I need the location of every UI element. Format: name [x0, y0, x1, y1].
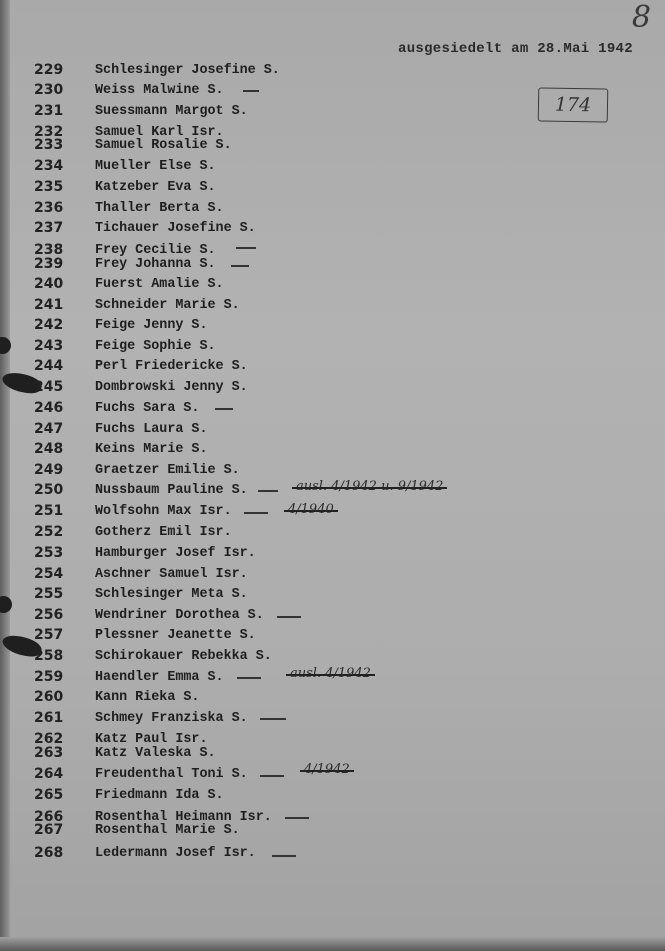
entry-number: 254 — [34, 566, 64, 582]
entry-name: Schlesinger Josefine S. — [95, 63, 280, 78]
entry-number: 247 — [34, 421, 64, 437]
list-item — [0, 400, 665, 416]
list-item — [0, 317, 665, 333]
entry-name: Keins Marie S. — [95, 442, 208, 457]
box-number: 174 — [554, 93, 592, 117]
entry-name: Frey Johanna S. — [95, 257, 216, 272]
handwritten-note — [296, 479, 443, 494]
list-item — [0, 200, 665, 216]
scan-edge-bottom — [0, 937, 665, 951]
list-item — [0, 524, 665, 540]
entry-name: Tichauer Josefine S. — [95, 221, 256, 236]
entry-name: Schlesinger Meta S. — [95, 587, 248, 602]
entry-number: 246 — [34, 400, 64, 416]
entry-name: Rosenthal Marie S. — [95, 823, 240, 838]
entry-number: 264 — [34, 766, 64, 782]
entry-name: Fuchs Sara S. — [95, 401, 200, 416]
page-number: 8 — [631, 0, 651, 35]
entry-name: Feige Sophie S. — [95, 339, 216, 354]
strike-line — [284, 510, 338, 512]
list-item — [0, 627, 665, 643]
entry-number: 237 — [34, 220, 64, 236]
entry-name: Schirokauer Rebekka S. — [95, 649, 272, 664]
entry-name: Mueller Else S. — [95, 159, 216, 174]
entry-number: 232 — [34, 124, 64, 140]
list-item — [0, 276, 665, 292]
entry-name: Katzeber Eva S. — [95, 180, 216, 195]
list-item — [0, 607, 665, 623]
entry-number: 239 — [34, 256, 64, 272]
list-item — [0, 358, 665, 374]
handwritten-dash — [260, 775, 284, 777]
entry-name: Nussbaum Pauline S. — [95, 483, 248, 498]
entry-number: 266 — [34, 809, 64, 825]
entry-number: 267 — [34, 822, 64, 838]
entry-number: 242 — [34, 317, 64, 333]
entry-name: Plessner Jeanette S. — [95, 628, 256, 643]
entry-name: Ledermann Josef Isr. — [95, 846, 256, 861]
entry-name: Schmey Franziska S. — [95, 711, 248, 726]
entry-number: 265 — [34, 787, 64, 803]
entry-number: 231 — [34, 103, 64, 119]
entry-number: 250 — [34, 482, 64, 498]
entry-number: 233 — [34, 137, 64, 153]
entry-name: Gotherz Emil Isr. — [95, 525, 232, 540]
handwritten-dash — [277, 616, 301, 618]
entry-number: 241 — [34, 297, 64, 313]
handwritten-note — [288, 502, 334, 517]
list-item — [0, 845, 665, 861]
list-item — [0, 421, 665, 437]
strike-line — [300, 770, 354, 772]
entry-number: 263 — [34, 745, 64, 761]
entry-name: Wolfsohn Max Isr. — [95, 504, 232, 519]
list-item — [0, 566, 665, 582]
entry-number: 261 — [34, 710, 64, 726]
deportation-date-header: ausgesiedelt am 28.Mai 1942 — [398, 41, 633, 57]
entry-name: Aschner Samuel Isr. — [95, 567, 248, 582]
handwritten-dash — [231, 265, 249, 267]
entry-name: Wendriner Dorothea S. — [95, 608, 264, 623]
entry-name: Samuel Karl Isr. — [95, 125, 224, 140]
handwritten-note — [304, 762, 350, 777]
list-item — [0, 220, 665, 236]
entry-number: 256 — [34, 607, 64, 623]
list-item — [0, 137, 665, 153]
handwritten-dash — [237, 677, 261, 679]
handwritten-dash — [285, 817, 309, 819]
list-item — [0, 103, 665, 119]
entry-number: 257 — [34, 627, 64, 643]
entry-name: Freudenthal Toni S. — [95, 767, 248, 782]
handwritten-dash — [236, 247, 256, 249]
list-item — [0, 338, 665, 354]
list-item — [0, 158, 665, 174]
entry-number: 268 — [34, 845, 64, 861]
entry-name: Fuchs Laura S. — [95, 422, 208, 437]
entry-number: 248 — [34, 441, 64, 457]
entry-name: Friedmann Ida S. — [95, 788, 224, 803]
list-item — [0, 462, 665, 478]
entry-number: 252 — [34, 524, 64, 540]
list-item — [0, 441, 665, 457]
entry-number: 234 — [34, 158, 64, 174]
list-item — [0, 62, 665, 78]
entry-name: Frey Cecilie S. — [95, 243, 216, 258]
list-item — [0, 179, 665, 195]
strike-line — [292, 487, 447, 489]
list-item — [0, 256, 665, 272]
entry-number: 230 — [34, 82, 64, 98]
list-item — [0, 689, 665, 705]
list-item — [0, 822, 665, 838]
entry-number: 251 — [34, 503, 64, 519]
strike-line — [286, 674, 375, 676]
list-item — [0, 545, 665, 561]
entry-number: 236 — [34, 200, 64, 216]
entry-name: Perl Friedericke S. — [95, 359, 248, 374]
entry-number: 245 — [34, 379, 64, 395]
list-item — [0, 787, 665, 803]
entry-name: Rosenthal Heimann Isr. — [95, 810, 272, 825]
entry-name: Katz Valeska S. — [95, 746, 216, 761]
entry-name: Kann Rieka S. — [95, 690, 200, 705]
list-item — [0, 82, 665, 98]
handwritten-dash — [243, 90, 259, 92]
entry-number: 235 — [34, 179, 64, 195]
entry-number: 229 — [34, 62, 64, 78]
entry-number: 260 — [34, 689, 64, 705]
entry-number: 253 — [34, 545, 64, 561]
entry-number: 258 — [34, 648, 64, 664]
entry-name: Dombrowski Jenny S. — [95, 380, 248, 395]
entry-number: 262 — [34, 731, 64, 747]
entry-name: Samuel Rosalie S. — [95, 138, 232, 153]
entry-name: Fuerst Amalie S. — [95, 277, 224, 292]
handwritten-dash — [272, 855, 296, 857]
entry-name: Katz Paul Isr. — [95, 732, 208, 747]
entry-number: 255 — [34, 586, 64, 602]
handwritten-dash — [258, 490, 278, 492]
entry-name: Feige Jenny S. — [95, 318, 208, 333]
entry-name: Schneider Marie S. — [95, 298, 240, 313]
entry-name: Thaller Berta S. — [95, 201, 224, 216]
entry-number: 249 — [34, 462, 64, 478]
entry-number: 238 — [34, 242, 64, 258]
handwritten-dash — [244, 512, 268, 514]
handwritten-dash — [215, 408, 233, 410]
list-item — [0, 745, 665, 761]
list-item — [0, 586, 665, 602]
handwritten-dash — [260, 718, 286, 720]
list-item — [0, 710, 665, 726]
list-item — [0, 648, 665, 664]
entry-name: Suessmann Margot S. — [95, 104, 248, 119]
list-item — [0, 297, 665, 313]
entry-number: 244 — [34, 358, 64, 374]
entry-name: Haendler Emma S. — [95, 670, 224, 685]
entry-number: 243 — [34, 338, 64, 354]
entry-name: Weiss Malwine S. — [95, 83, 224, 98]
entry-name: Hamburger Josef Isr. — [95, 546, 256, 561]
entry-number: 259 — [34, 669, 64, 685]
list-item — [0, 379, 665, 395]
handwritten-note — [290, 666, 371, 681]
entry-number: 240 — [34, 276, 64, 292]
entry-name: Graetzer Emilie S. — [95, 463, 240, 478]
